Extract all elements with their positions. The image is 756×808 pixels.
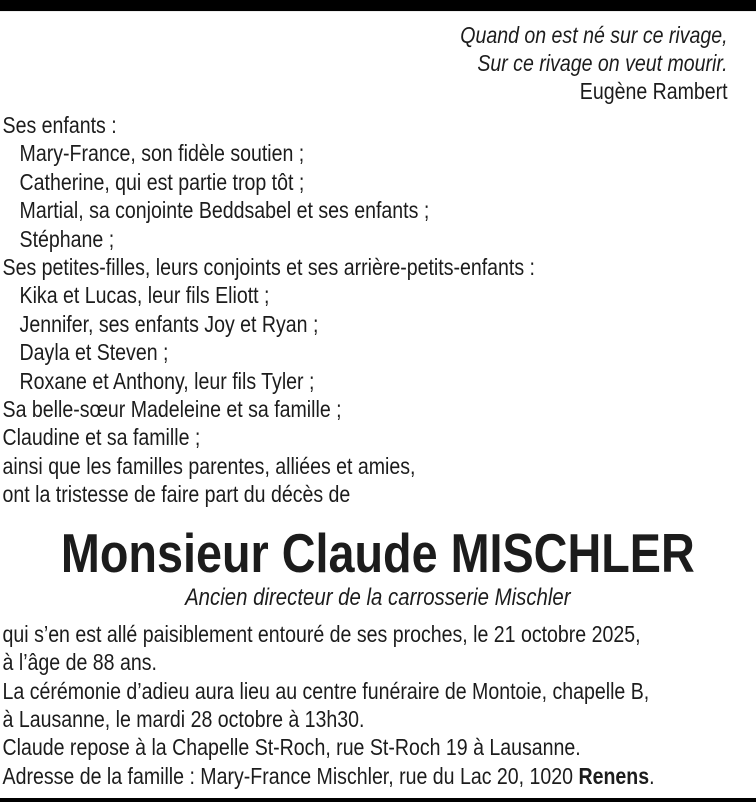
announcement-details	[0, 620, 756, 790]
epigraph-line: Sur ce rivage on veut mourir.	[477, 50, 728, 76]
family-line: Sa belle-sœur Madeleine et sa famille ;	[2, 396, 342, 423]
detail-line: à l’âge de 88 ans.	[2, 649, 157, 676]
family-line: Mary-France, son fidèle soutien ;	[19, 140, 305, 167]
family-line: ont la tristesse de faire part du décès de	[2, 481, 351, 508]
detail-line: La cérémonie d’adieu aura lieu au centre funéraire de Montoie, chapelle B,	[2, 677, 650, 704]
family-line: Ses petites-filles, leurs conjoints et ses arrière-petits-enfants :	[2, 254, 535, 281]
family-line: Martial, sa conjointe Beddsabel et ses enfants ;	[19, 197, 430, 224]
family-line: Jennifer, ses enfants Joy et Ryan ;	[19, 310, 319, 337]
family-line: Claudine et sa famille ;	[2, 424, 201, 451]
family-line: ainsi que les familles parentes, alliées et amies,	[2, 452, 416, 479]
family-line: Catherine, qui est partie trop tôt ;	[19, 168, 305, 195]
notice-content	[0, 11, 756, 790]
bottom-border-bar	[0, 798, 756, 802]
family-line: Kika et Lucas, leur fils Eliott ;	[19, 282, 270, 309]
family-line: Dayla et Steven ;	[19, 339, 169, 366]
detail-line: Claude repose à la Chapelle St-Roch, rue St-Roch 19 à Lausanne.	[2, 734, 581, 761]
family-line: Stéphane ;	[19, 225, 115, 252]
epigraph-line: Quand on est né sur ce rivage,	[460, 22, 728, 48]
deceased-subtitle: Ancien directeur de la carrosserie Mischler	[185, 583, 571, 611]
address-suffix: .	[649, 762, 655, 789]
address-locality: Renens	[578, 762, 650, 789]
detail-line: qui s’en est allé paisiblement entouré de ses proches, le 21 octobre 2025,	[2, 620, 641, 647]
epigraph	[0, 21, 756, 105]
family-list	[0, 111, 756, 509]
address-prefix: Adresse de la famille : Mary-France Mischler, rue du Lac 20, 1020	[2, 762, 579, 789]
epigraph-attribution: Eugène Rambert	[579, 78, 728, 104]
detail-line: à Lausanne, le mardi 28 octobre à 13h30.	[2, 705, 365, 732]
deceased-name: Monsieur Claude MISCHLER	[60, 521, 695, 584]
family-line: Ses enfants :	[2, 112, 117, 138]
family-line: Roxane et Anthony, leur fils Tyler ;	[19, 367, 315, 394]
family-address-line	[3, 762, 756, 790]
